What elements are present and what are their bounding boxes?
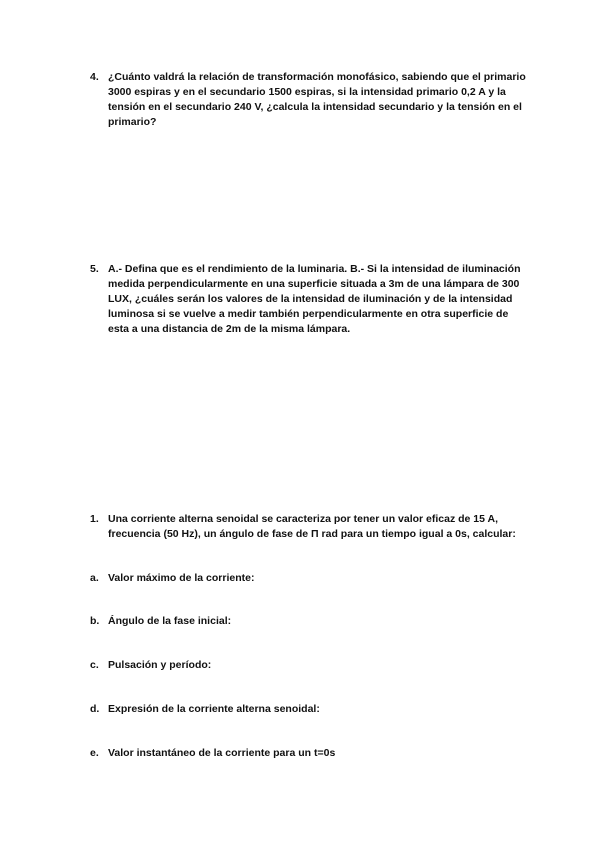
subitem-c <box>90 658 530 673</box>
question-number: 1. <box>90 513 99 525</box>
subitem-e <box>90 746 530 761</box>
subitem-letter: c. <box>90 659 99 671</box>
subitem-letter: b. <box>90 615 100 627</box>
subitem-text: Valor instantáneo de la corriente para un t=0s <box>108 747 336 759</box>
subitem-b <box>90 614 530 629</box>
subitem-a <box>90 571 530 586</box>
subitem-text: Expresión de la corriente alterna senoidal: <box>108 703 320 715</box>
question-1 <box>90 512 530 542</box>
subitem-text: Ángulo de la fase inicial: <box>108 615 232 627</box>
question-5 <box>90 262 530 337</box>
subitem-letter: d. <box>90 703 100 715</box>
subitem-letter: a. <box>90 572 99 584</box>
subitem-text: Pulsación y período: <box>108 659 212 671</box>
subitem-text: Valor máximo de la corriente: <box>108 572 255 584</box>
question-number: 4. <box>90 71 99 83</box>
question-text: A.- Defina que es el rendimiento de la luminaria. B.- Si la intensidad de iluminación medida perpendicularmente en una superficie situada a 3m de una lámpara de 300 LUX, ¿cuáles serán los valores de la intensidad de iluminación y de la intensidad luminosa si se vuelve a medir también perpendicularmente en otra superficie de esta a una distancia de 2m de la misma lámpara. <box>108 263 521 335</box>
subitem-d <box>90 702 530 717</box>
question-4 <box>90 70 530 130</box>
question-number: 5. <box>90 263 99 275</box>
question-text: Una corriente alterna senoidal se caracteriza por tener un valor eficaz de 15 A, frecuencia (50 Hz), un ángulo de fase de Π rad para un tiempo igual a 0s, calcular: <box>108 513 516 540</box>
question-text: ¿Cuánto valdrá la relación de transformación monofásico, sabiendo que el primario 3000 espiras y en el secundario 1500 espiras, si la intensidad primario 0,2 A y la tensión en el secundario 240 V, ¿calcula la intensidad secundario y la tensión en el primario? <box>108 71 526 128</box>
subitem-letter: e. <box>90 747 99 759</box>
